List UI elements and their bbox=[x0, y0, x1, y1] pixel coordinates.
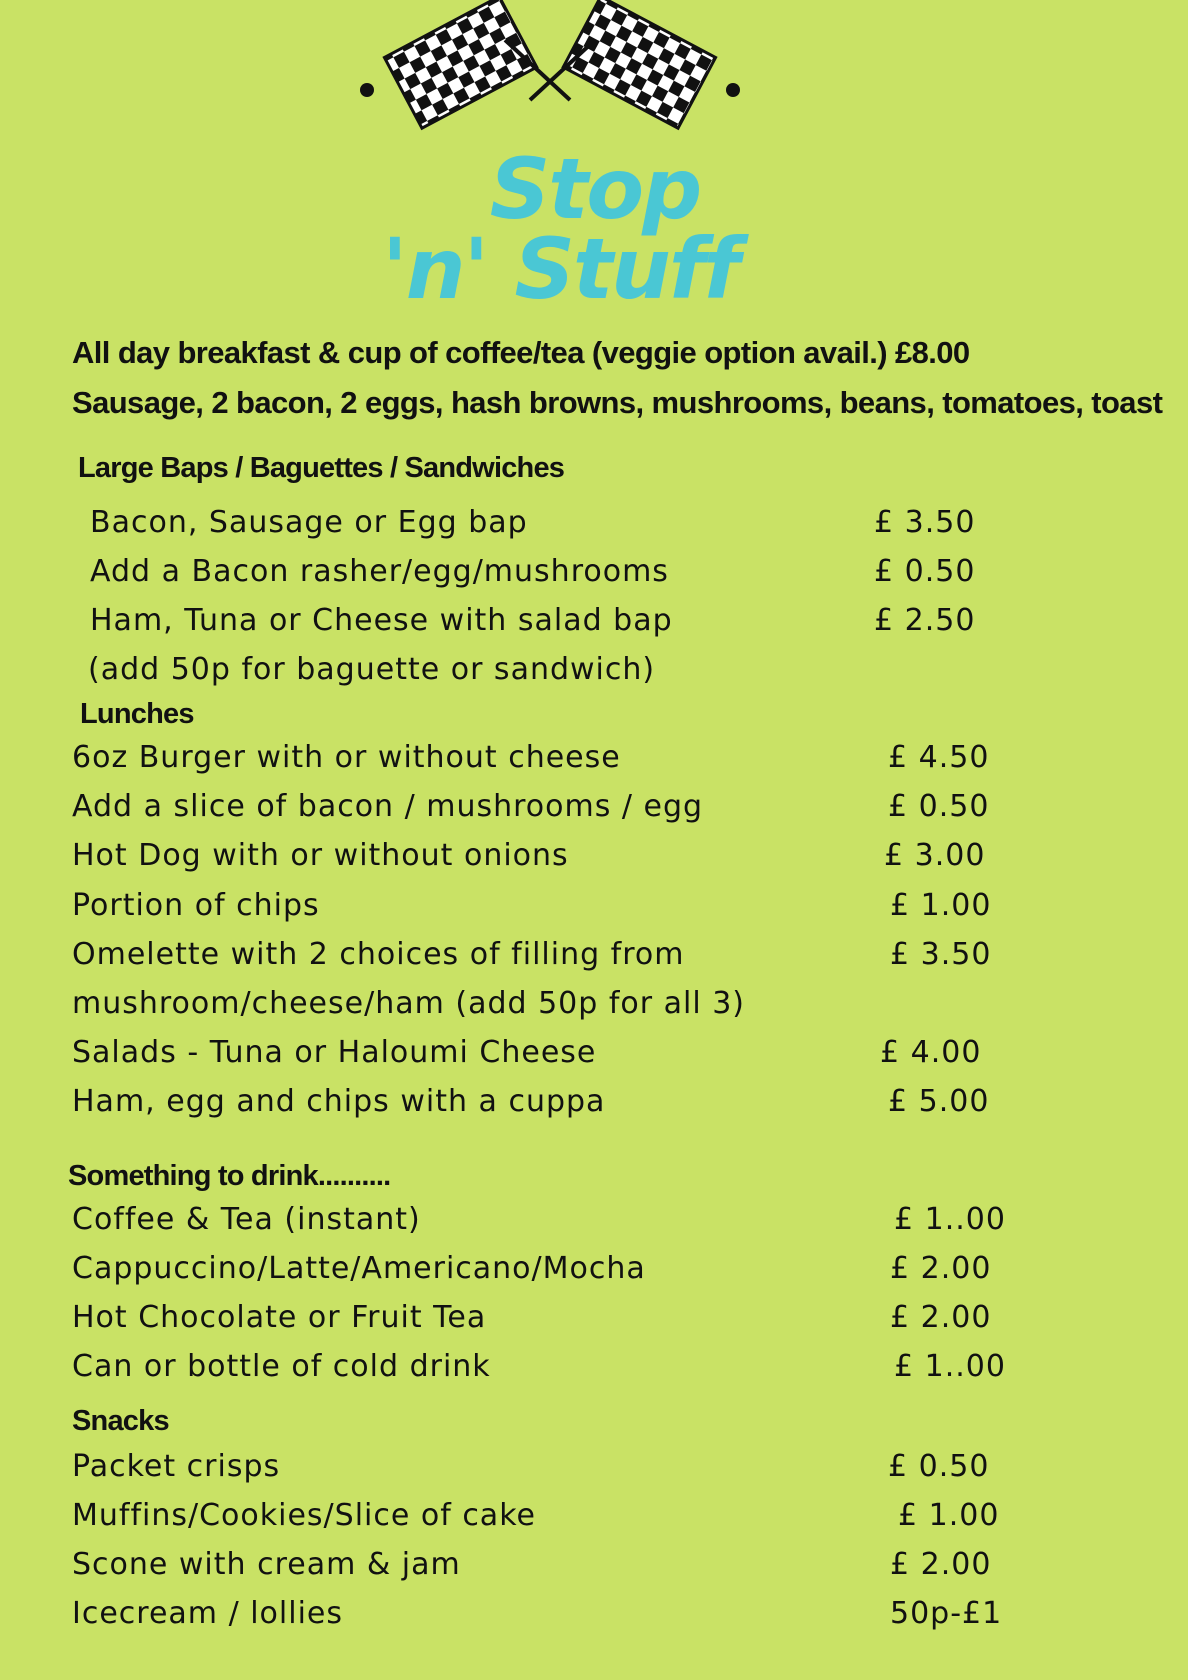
menu-item-name: Icecream / lollies bbox=[72, 1596, 343, 1631]
menu-row bbox=[0, 789, 1188, 835]
menu-item-name: Omelette with 2 choices of filling from bbox=[72, 937, 685, 972]
menu-item-name: Can or bottle of cold drink bbox=[72, 1349, 491, 1384]
menu-row bbox=[0, 1084, 1188, 1130]
menu-item-name: Bacon, Sausage or Egg bap bbox=[90, 505, 528, 540]
menu-item-price: £ 1.00 bbox=[890, 888, 992, 923]
logo-line-2: 'n' Stuff bbox=[381, 219, 739, 318]
menu-item-price: £ 0.50 bbox=[888, 1449, 990, 1484]
menu-item-price: £ 1..00 bbox=[894, 1202, 1006, 1237]
menu-item-name: Coffee & Tea (instant) bbox=[72, 1202, 421, 1237]
menu-item-name: Hot Chocolate or Fruit Tea bbox=[72, 1300, 487, 1335]
menu-item-name: Salads - Tuna or Haloumi Cheese bbox=[72, 1035, 597, 1070]
logo-line-1: Stop bbox=[489, 140, 701, 238]
menu-row bbox=[0, 1300, 1188, 1346]
menu-item-name: Hot Dog with or without onions bbox=[72, 838, 569, 873]
menu-item-note: (add 50p for baguette or sandwich) bbox=[88, 652, 656, 687]
menu-item-name: Add a slice of bacon / mushrooms / egg bbox=[72, 789, 704, 824]
menu-row bbox=[0, 1596, 1188, 1642]
menu-item-price: £ 4.00 bbox=[880, 1035, 982, 1070]
menu-item-price: £ 5.00 bbox=[888, 1084, 990, 1119]
menu-row bbox=[0, 1251, 1188, 1297]
menu-row bbox=[0, 888, 1188, 934]
menu-item-name: Scone with cream & jam bbox=[72, 1547, 461, 1582]
menu-item-price: 50p-£1 bbox=[890, 1596, 1003, 1631]
menu-row bbox=[0, 603, 1188, 649]
menu-item-price: £ 0.50 bbox=[888, 789, 990, 824]
menu-item-name: Ham, egg and chips with a cuppa bbox=[72, 1084, 606, 1119]
menu-item-price: £ 1.00 bbox=[898, 1498, 1000, 1533]
menu-row bbox=[0, 1498, 1188, 1544]
menu-item-name: 6oz Burger with or without cheese bbox=[72, 740, 621, 775]
menu-row bbox=[0, 1349, 1188, 1395]
menu-item-name: Ham, Tuna or Cheese with salad bap bbox=[90, 603, 673, 638]
menu-item-price: £ 3.00 bbox=[884, 838, 986, 873]
menu-item-name: Packet crisps bbox=[72, 1449, 281, 1484]
checkered-flags-icon bbox=[355, 0, 745, 140]
menu-item-name: Muffins/Cookies/Slice of cake bbox=[72, 1498, 536, 1533]
breakfast-offer bbox=[72, 328, 1162, 428]
menu-item-price: £ 4.50 bbox=[888, 740, 990, 775]
menu-item-name: Cappuccino/Latte/Americano/Mocha bbox=[72, 1251, 646, 1286]
menu-item-price: £ 0.50 bbox=[874, 554, 976, 589]
menu-row bbox=[0, 1449, 1188, 1495]
menu-item-note: mushroom/cheese/ham (add 50p for all 3) bbox=[72, 986, 745, 1021]
menu-row bbox=[0, 937, 1188, 983]
menu-row bbox=[0, 838, 1188, 884]
menu-row bbox=[0, 740, 1188, 786]
menu-item-price: £ 2.00 bbox=[890, 1547, 992, 1582]
menu-item-price: £ 3.50 bbox=[874, 505, 976, 540]
breakfast-offer-title: All day breakfast & cup of coffee/tea (veggie option avail.) £8.00 bbox=[72, 335, 970, 370]
menu-item-price: £ 3.50 bbox=[890, 937, 992, 972]
section-heading-snacks: Snacks bbox=[72, 1405, 169, 1437]
menu-row bbox=[0, 1202, 1188, 1248]
menu-item-price: £ 2.50 bbox=[874, 603, 976, 638]
menu-row bbox=[0, 554, 1188, 600]
menu-row bbox=[0, 1035, 1188, 1081]
menu-item-price: £ 2.00 bbox=[890, 1251, 992, 1286]
section-heading-baps: Large Baps / Baguettes / Sandwiches bbox=[78, 452, 565, 484]
menu-item-price: £ 2.00 bbox=[890, 1300, 992, 1335]
section-heading-lunches: Lunches bbox=[80, 698, 194, 730]
section-heading-drinks: Something to drink.......... bbox=[68, 1160, 391, 1192]
menu-item-name: Add a Bacon rasher/egg/mushrooms bbox=[90, 554, 669, 589]
breakfast-offer-contents: Sausage, 2 bacon, 2 eggs, hash browns, mushrooms, beans, tomatoes, toast bbox=[72, 385, 1163, 420]
menu-item-price: £ 1..00 bbox=[894, 1349, 1006, 1384]
menu-item-name: Portion of chips bbox=[72, 888, 320, 923]
menu-row bbox=[0, 986, 1188, 1032]
logo bbox=[360, 140, 760, 318]
menu-row bbox=[0, 505, 1188, 551]
menu-row bbox=[0, 1547, 1188, 1593]
menu-row bbox=[0, 652, 1188, 698]
